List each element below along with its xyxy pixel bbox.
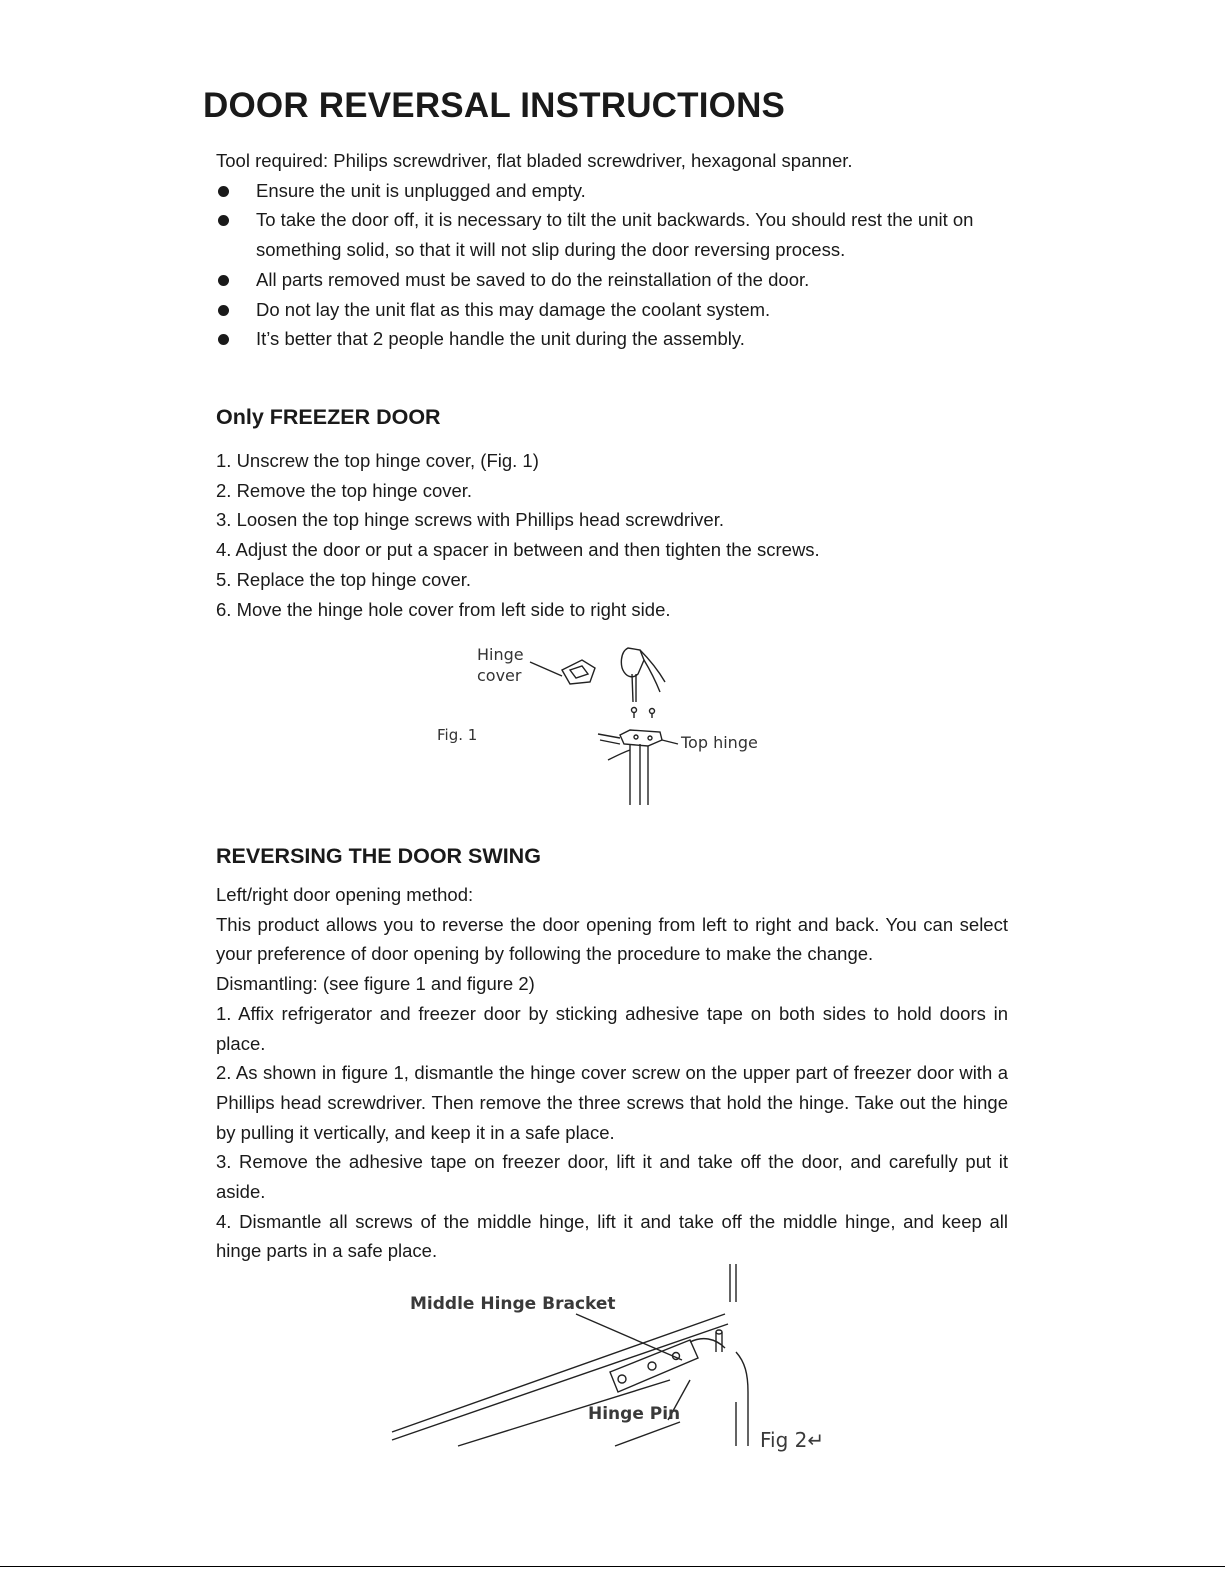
- reversing-step: 2. As shown in figure 1, dismantle the hinge cover screw on the upper part of freezer door with a Phillips head screwdriver. Then remove the three screws that hold the hinge. Take out the hinge by pulling it vertically, and keep it in a safe place.: [216, 1062, 1008, 1143]
- precaution-item: It’s better that 2 people handle the unit during the assembly.: [216, 324, 1016, 354]
- freezer-step: 2. Remove the top hinge cover.: [216, 479, 473, 501]
- tools-required-text: Tool required: Philips screwdriver, flat bladed screwdriver, hexagonal spanner.: [216, 150, 853, 171]
- reversing-section: [216, 880, 1008, 1266]
- freezer-step: 5. Replace the top hinge cover.: [216, 568, 472, 590]
- description-text: This product allows you to reverse the door opening from left to right and back. You can select your preference of door opening by following the procedure to make the change.: [216, 913, 1008, 965]
- freezer-step: 1. Unscrew the top hinge cover, (Fig. 1): [216, 450, 539, 471]
- precaution-item: All parts removed must be saved to do the reinstallation of the door.: [216, 265, 1016, 295]
- method-text: Left/right door opening method:: [216, 884, 474, 905]
- fig2-caption: Fig 2↵: [760, 1428, 825, 1452]
- page-bottom-rule: [0, 1566, 1225, 1567]
- reversing-step: 1. Affix refrigerator and freezer door by sticking adhesive tape on both sides to hold doors in place.: [216, 1002, 1008, 1054]
- precaution-list: [216, 176, 1016, 354]
- hinge-pin-label: Hinge Pin: [588, 1404, 681, 1424]
- freezer-step: 3. Loosen the top hinge screws with Phillips head screwdriver.: [216, 509, 724, 531]
- middle-hinge-illustration: [390, 1262, 760, 1452]
- fig1-caption: Fig. 1: [437, 726, 478, 744]
- freezer-step: 6. Move the hinge hole cover from left side to right side.: [216, 598, 671, 620]
- page-title: DOOR REVERSAL INSTRUCTIONS: [203, 86, 786, 125]
- hinge-cover-label: Hinge cover: [477, 645, 524, 685]
- top-hinge-label: Top hinge: [681, 733, 758, 752]
- intro-section: [216, 146, 1016, 354]
- freezer-step: 4. Adjust the door or put a spacer in between and then tighten the screws.: [216, 539, 820, 561]
- precaution-item: Ensure the unit is unplugged and empty.: [216, 176, 1016, 206]
- middle-hinge-bracket-label: Middle Hinge Bracket: [410, 1294, 616, 1314]
- freezer-steps-list: [216, 446, 1016, 624]
- precaution-item: Do not lay the unit flat as this may damage the coolant system.: [216, 295, 1016, 325]
- freezer-door-heading: Only FREEZER DOOR: [216, 405, 441, 429]
- reversing-heading: REVERSING THE DOOR SWING: [216, 844, 541, 868]
- reversing-step: 4. Dismantle all screws of the middle hinge, lift it and take off the middle hinge, and keep all hinge parts in a safe place.: [216, 1210, 1008, 1262]
- top-hinge-illustration: [520, 640, 690, 810]
- dismantling-text: Dismantling: (see figure 1 and figure 2): [216, 973, 535, 995]
- precaution-item: To take the door off, it is necessary to tilt the unit backwards. You should rest the unit on something solid, so that it will not slip during the door reversing process.: [216, 205, 1016, 264]
- reversing-step: 3. Remove the adhesive tape on freezer door, lift it and take off the door, and carefully put it aside.: [216, 1151, 1008, 1203]
